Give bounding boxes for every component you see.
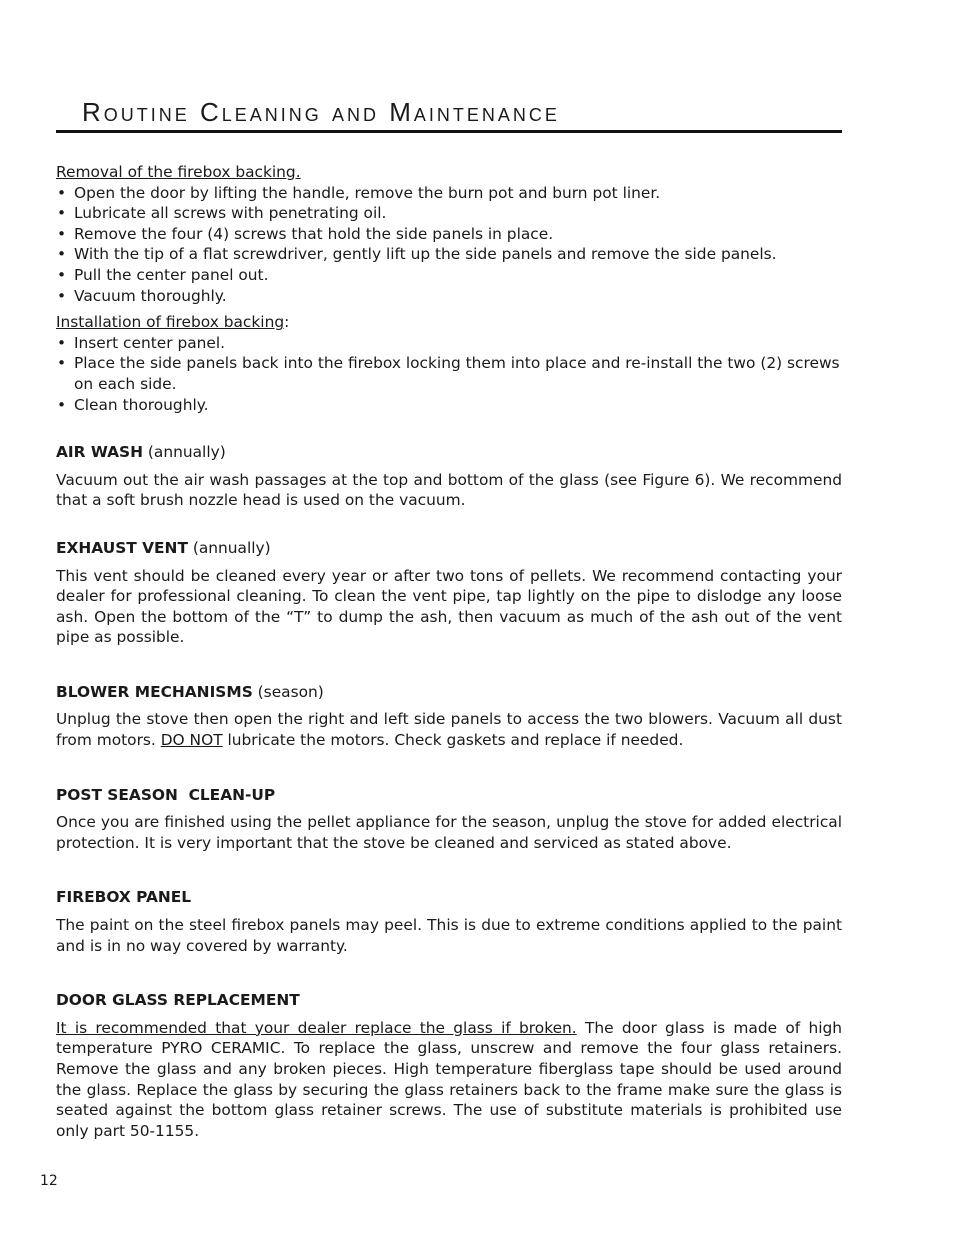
- list-item-text: Clean thoroughly.: [74, 395, 209, 414]
- section-body: This vent should be cleaned every year or after two tons of pellets. We recommend contacting your dealer for professional cleaning. To clean the vent pipe, tap lightly on the pipe to dislodge any loose ash. Open the bottom of the “T” to dump the ash, then vacuum as much of the ash out of the vent pipe as possible.: [56, 566, 842, 647]
- removal-heading-text: Removal of the firebox backing.: [56, 163, 301, 181]
- list-item: [56, 265, 842, 286]
- list-item: [56, 203, 842, 224]
- section-post-season: [56, 785, 842, 854]
- bullet-icon: •: [57, 333, 67, 352]
- section-body-text: The door glass is made of high temperature PYRO CERAMIC. To replace the glass, unscrew and remove the four glass retainers. Remove the glass and any broken pieces. High temperature fiberglass tape should be used around the glass. Replace the glass by securing the glass retainers back to the frame make sure the glass is seated against the bottom glass retainer screws. The use of substitute materials is prohibited use only part 50-1155.: [56, 1018, 842, 1140]
- section-heading: DOOR GLASS REPLACEMENT: [56, 991, 300, 1010]
- section-air-wash: [56, 442, 842, 511]
- section-heading-note: (season): [252, 682, 324, 701]
- bullet-icon: •: [57, 354, 67, 373]
- list-item: [56, 395, 842, 416]
- bullet-icon: •: [57, 183, 67, 202]
- section-exhaust-vent: [56, 538, 842, 648]
- removal-list: [56, 183, 842, 307]
- section-firebox-panel: [56, 887, 842, 956]
- list-item: [56, 333, 842, 354]
- do-not-emphasis: DO NOT: [160, 731, 223, 750]
- list-item-text: Vacuum thoroughly.: [74, 286, 227, 305]
- section-body: [56, 1018, 842, 1142]
- removal-heading: [56, 162, 842, 183]
- list-item-text: Insert center panel.: [74, 333, 226, 352]
- section-body: [56, 709, 842, 750]
- list-item-text: With the tip of a flat screwdriver, gently lift up the side panels and remove the side panels.: [74, 245, 777, 264]
- bullet-icon: •: [57, 204, 67, 223]
- list-item: [56, 353, 842, 394]
- page-content: [56, 162, 842, 1141]
- section-heading: POST SEASON CLEAN-UP: [56, 785, 276, 804]
- section-heading: [56, 682, 842, 703]
- section-heading: FIREBOX PANEL: [56, 888, 192, 907]
- bullet-icon: •: [57, 286, 67, 305]
- section-heading-note: (annually): [187, 538, 271, 557]
- bullet-icon: •: [57, 265, 67, 284]
- bullet-icon: •: [57, 224, 67, 243]
- section-heading: [56, 538, 842, 559]
- list-item-text: Open the door by lifting the handle, remove the burn pot and burn pot liner.: [74, 183, 661, 202]
- section-body: The paint on the steel firebox panels may peel. This is due to extreme conditions applied to the paint and is in no way covered by warranty.: [56, 916, 842, 955]
- list-item: [56, 244, 842, 265]
- installation-heading-text: Installation of firebox backing: [56, 313, 285, 332]
- list-item: [56, 183, 842, 204]
- list-item-text: Lubricate all screws with penetrating oil.: [74, 204, 387, 223]
- list-item-text: Remove the four (4) screws that hold the side panels in place.: [74, 224, 554, 243]
- section-heading: [56, 442, 842, 463]
- bullet-icon: •: [57, 245, 67, 264]
- section-heading-title: BLOWER MECHANISMS: [56, 682, 253, 701]
- page-title: Routine Cleaning and Maintenance: [56, 97, 842, 133]
- section-heading-title: EXHAUST VENT: [56, 538, 188, 557]
- section-heading-note: (annually): [143, 443, 226, 462]
- page-number: 12: [40, 1173, 58, 1189]
- list-item: [56, 286, 842, 307]
- section-body-text: lubricate the motors. Check gaskets and replace if needed.: [222, 731, 684, 750]
- section-body: Once you are finished using the pellet appliance for the season, unplug the stove for added electrical protection. It is very important that the stove be cleaned and serviced as stated above.: [56, 813, 842, 852]
- list-item: [56, 224, 842, 245]
- bullet-icon: •: [57, 395, 67, 414]
- section-blower-mechanisms: [56, 682, 842, 751]
- section-heading-title: AIR WASH: [56, 443, 144, 462]
- section-door-glass: [56, 990, 842, 1141]
- section-body-text: Unplug the stove then open the right and left side panels to access the two blowers. Vacuum all dust from motors.: [56, 710, 842, 750]
- section-body: Vacuum out the air wash passages at the top and bottom of the glass (see Figure 6). We recommend that a soft brush nozzle head is used on the vacuum.: [56, 470, 842, 510]
- list-item-text: Place the side panels back into the firebox locking them into place and re-install the two (2) screws on each side.: [74, 354, 840, 393]
- dealer-recommendation: It is recommended that your dealer replace the glass if broken.: [56, 1018, 577, 1037]
- list-item-text: Pull the center panel out.: [74, 265, 269, 284]
- installation-heading: [56, 312, 842, 333]
- installation-list: [56, 333, 842, 415]
- installation-heading-suffix: :: [284, 313, 290, 332]
